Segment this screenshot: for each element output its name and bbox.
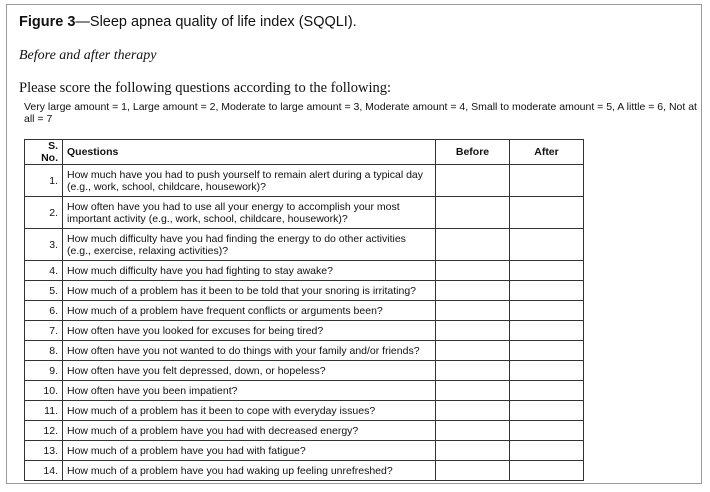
after-score-cell[interactable] [510, 321, 584, 341]
question-text: How much difficulty have you had fighting to stay awake? [63, 261, 436, 281]
row-number: 3. [25, 229, 63, 261]
row-number: 1. [25, 165, 63, 197]
row-number: 12. [25, 421, 63, 441]
question-text: How often have you not wanted to do things with your family and/or friends? [63, 341, 436, 361]
after-score-cell[interactable] [510, 281, 584, 301]
questionnaire-table [24, 139, 584, 481]
question-text: How much of a problem have frequent conflicts or arguments been? [63, 301, 436, 321]
figure-label: Figure 3 [19, 14, 76, 30]
table-row [25, 165, 584, 197]
table-row [25, 381, 584, 401]
after-score-cell[interactable] [510, 461, 584, 481]
scoring-scale-text: Very large amount = 1, Large amount = 2, Moderate to large amount = 3, Moderate amount = 4, Small to moderate amount = 5, A little = 6, Not at all = 7 [24, 101, 697, 125]
question-text: How often have you looked for excuses for being tired? [63, 321, 436, 341]
table-row [25, 229, 584, 261]
after-score-cell[interactable] [510, 361, 584, 381]
figure-subtitle: Before and after therapy [19, 48, 157, 63]
question-text: How much of a problem have you had with decreased energy? [63, 421, 436, 441]
after-score-cell[interactable] [510, 229, 584, 261]
row-number: 5. [25, 281, 63, 301]
table-row [25, 197, 584, 229]
before-score-cell[interactable] [436, 421, 510, 441]
before-score-cell[interactable] [436, 361, 510, 381]
after-score-cell[interactable] [510, 261, 584, 281]
before-score-cell[interactable] [436, 441, 510, 461]
figure-title-text: —Sleep apnea quality of life index (SQQLI). [75, 14, 357, 30]
before-score-cell[interactable] [436, 321, 510, 341]
table-row [25, 461, 584, 481]
row-number: 13. [25, 441, 63, 461]
instructions-text: Please score the following questions according to the following: [19, 80, 392, 96]
before-score-cell[interactable] [436, 401, 510, 421]
before-score-cell[interactable] [436, 165, 510, 197]
table-row [25, 361, 584, 381]
row-number: 9. [25, 361, 63, 381]
question-text: How much have you had to push yourself to remain alert during a typical day (e.g., work, school, childcare, housework)? [63, 165, 436, 197]
question-text: How much difficulty have you had finding the energy to do other activities (e.g., exercise, relaxing activities)? [63, 229, 436, 261]
question-text: How often have you had to use all your energy to accomplish your most important activity (e.g., work, school, childcare, housework)? [63, 197, 436, 229]
row-number: 8. [25, 341, 63, 361]
table-row [25, 421, 584, 441]
after-score-cell[interactable] [510, 165, 584, 197]
before-score-cell[interactable] [436, 261, 510, 281]
table-row [25, 341, 584, 361]
after-score-cell[interactable] [510, 401, 584, 421]
before-score-cell[interactable] [436, 381, 510, 401]
question-text: How much of a problem has it been to be told that your snoring is irritating? [63, 281, 436, 301]
row-number: 14. [25, 461, 63, 481]
table-row [25, 301, 584, 321]
table-header-row [25, 140, 584, 165]
after-score-cell[interactable] [510, 301, 584, 321]
question-text: How often have you been impatient? [63, 381, 436, 401]
before-score-cell[interactable] [436, 197, 510, 229]
after-score-cell[interactable] [510, 381, 584, 401]
row-number: 7. [25, 321, 63, 341]
row-number: 11. [25, 401, 63, 421]
after-score-cell[interactable] [510, 441, 584, 461]
header-after: After [510, 140, 584, 165]
before-score-cell[interactable] [436, 229, 510, 261]
question-text: How much of a problem have you had waking up feeling unrefreshed? [63, 461, 436, 481]
question-text: How much of a problem has it been to cope with everyday issues? [63, 401, 436, 421]
before-score-cell[interactable] [436, 281, 510, 301]
row-number: 2. [25, 197, 63, 229]
before-score-cell[interactable] [436, 461, 510, 481]
figure-frame [6, 4, 702, 484]
header-sno: S. No. [25, 140, 63, 165]
row-number: 10. [25, 381, 63, 401]
before-score-cell[interactable] [436, 301, 510, 321]
question-text: How often have you felt depressed, down, or hopeless? [63, 361, 436, 381]
row-number: 4. [25, 261, 63, 281]
table-row [25, 281, 584, 301]
after-score-cell[interactable] [510, 421, 584, 441]
figure-title [19, 14, 357, 30]
after-score-cell[interactable] [510, 341, 584, 361]
table-row [25, 321, 584, 341]
table-row [25, 401, 584, 421]
table-row [25, 441, 584, 461]
question-text: How much of a problem have you had with fatigue? [63, 441, 436, 461]
header-before: Before [436, 140, 510, 165]
table-row [25, 261, 584, 281]
header-questions: Questions [63, 140, 436, 165]
after-score-cell[interactable] [510, 197, 584, 229]
before-score-cell[interactable] [436, 341, 510, 361]
row-number: 6. [25, 301, 63, 321]
